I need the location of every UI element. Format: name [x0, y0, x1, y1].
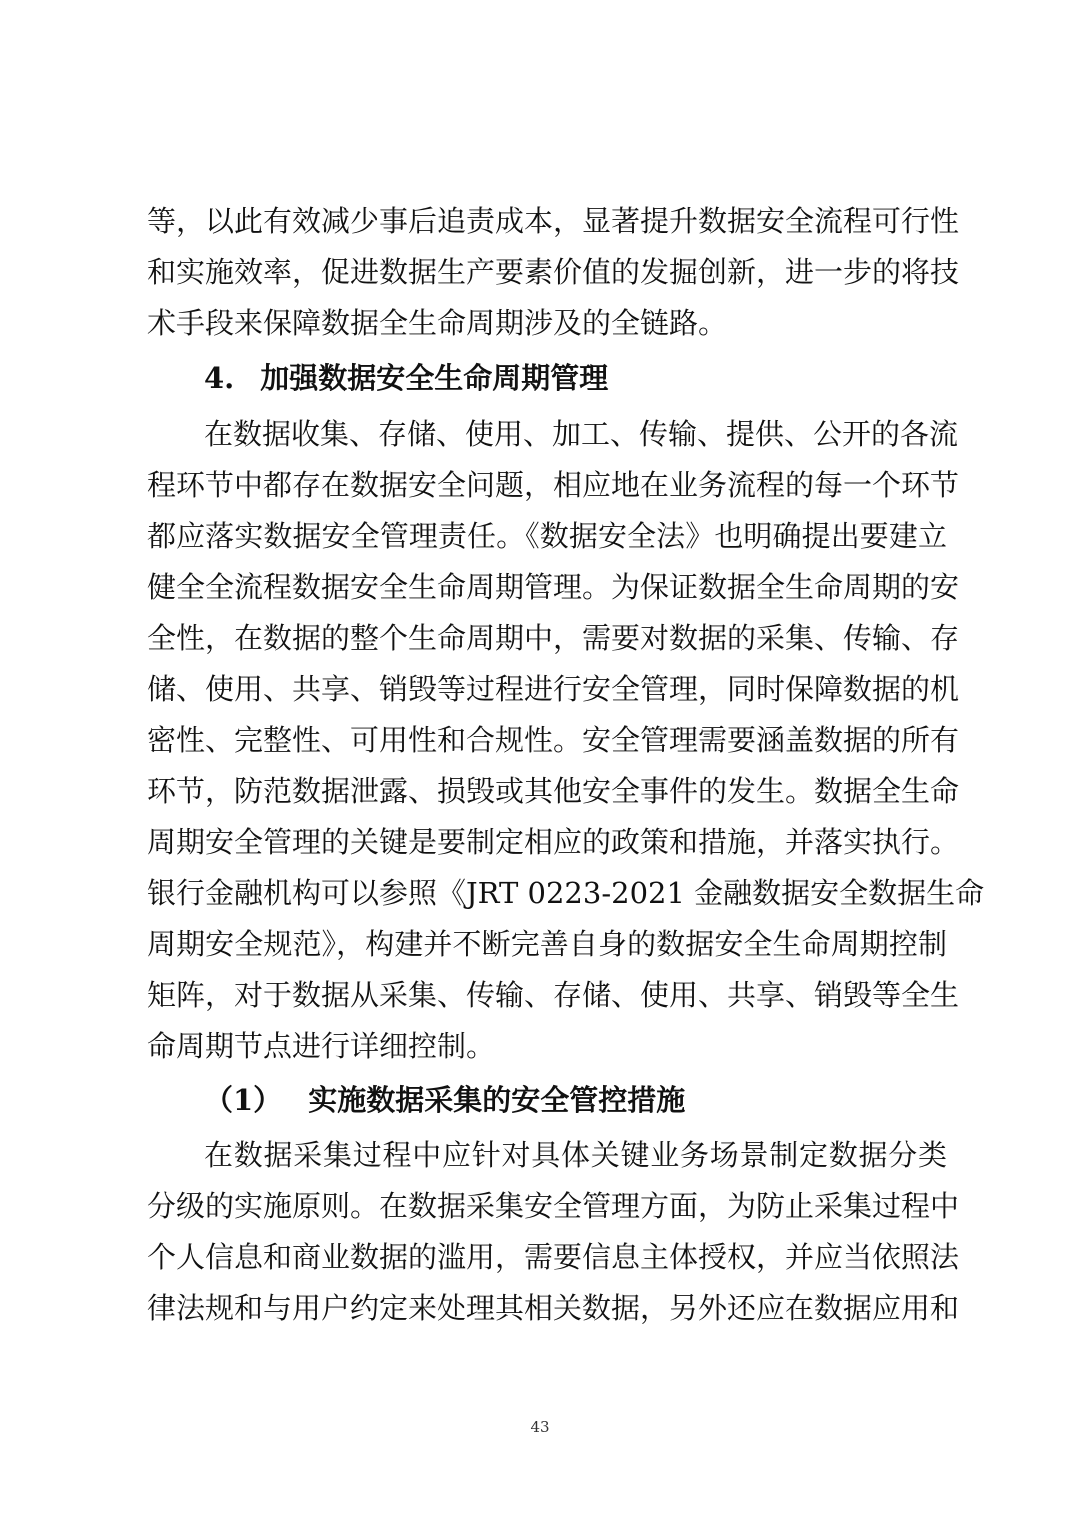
paragraph2-line-3: 都应落实数据安全管理责任。《数据安全法》也明确提出要建立 — [147, 519, 947, 553]
paragraph2-line-13: 命周期节点进行详细控制。 — [147, 1029, 496, 1063]
paragraph2-line-10: 银行金融机构可以参照《JRT 0223-2021 金融数据安全数据生命 — [147, 876, 985, 910]
paragraph2-line-9: 周期安全管理的关键是要制定相应的政策和措施，并落实执行。 — [147, 825, 960, 859]
paragraph2-line-12: 矩阵，对于数据从采集、传输、存储、使用、共享、销毁等全生 — [147, 978, 960, 1012]
paragraph1-line-2: 和实施效率，促进数据生产要素价值的发掘创新，进一步的将技 — [147, 255, 960, 289]
paragraph2-line-8: 环节，防范数据泄露、损毁或其他安全事件的发生。数据全生命 — [147, 774, 960, 808]
paragraph3-line-4: 律法规和与用户约定来处理其相关数据，另外还应在数据应用和 — [147, 1291, 960, 1325]
section-heading-4 — [204, 360, 608, 396]
paragraph2-line-4: 健全全流程数据安全生命周期管理。为保证数据全生命周期的安 — [147, 570, 960, 604]
paragraph2-line-6: 储、使用、共享、销毁等过程进行安全管理，同时保障数据的机 — [147, 672, 960, 706]
page-number: 43 — [530, 1418, 550, 1436]
paragraph3-line-1: 在数据采集过程中应针对具体关键业务场景制定数据分类 — [204, 1138, 947, 1172]
subsection-heading-1-number: （1） — [204, 1083, 283, 1117]
paragraph3-line-3: 个人信息和商业数据的滥用，需要信息主体授权，并应当依照法 — [147, 1240, 960, 1274]
paragraph2-line-5: 全性，在数据的整个生命周期中，需要对数据的采集、传输、存 — [147, 621, 960, 655]
paragraph2-line-7: 密性、完整性、可用性和合规性。安全管理需要涵盖数据的所有 — [147, 723, 960, 757]
subsection-heading-1-title: 实施数据采集的安全管控措施 — [308, 1083, 686, 1117]
section-heading-4-title: 加强数据安全生命周期管理 — [260, 361, 609, 395]
paragraph3-line-2: 分级的实施原则。在数据采集安全管理方面，为防止采集过程中 — [147, 1189, 960, 1223]
paragraph2-line-2: 程环节中都存在数据安全问题，相应地在业务流程的每一个环节 — [147, 468, 960, 502]
section-heading-4-number: 4. — [204, 361, 235, 395]
paragraph1-line-1: 等，以此有效减少事后追责成本，显著提升数据安全流程可行性 — [147, 204, 960, 238]
paragraph2-line-1: 在数据收集、存储、使用、加工、传输、提供、公开的各流 — [204, 417, 959, 451]
paragraph2-line-11: 周期安全规范》，构建并不断完善自身的数据安全生命周期控制 — [147, 927, 947, 961]
subsection-heading-1 — [204, 1082, 685, 1118]
paragraph1-line-3: 术手段来保障数据全生命周期涉及的全链路。 — [147, 306, 728, 340]
